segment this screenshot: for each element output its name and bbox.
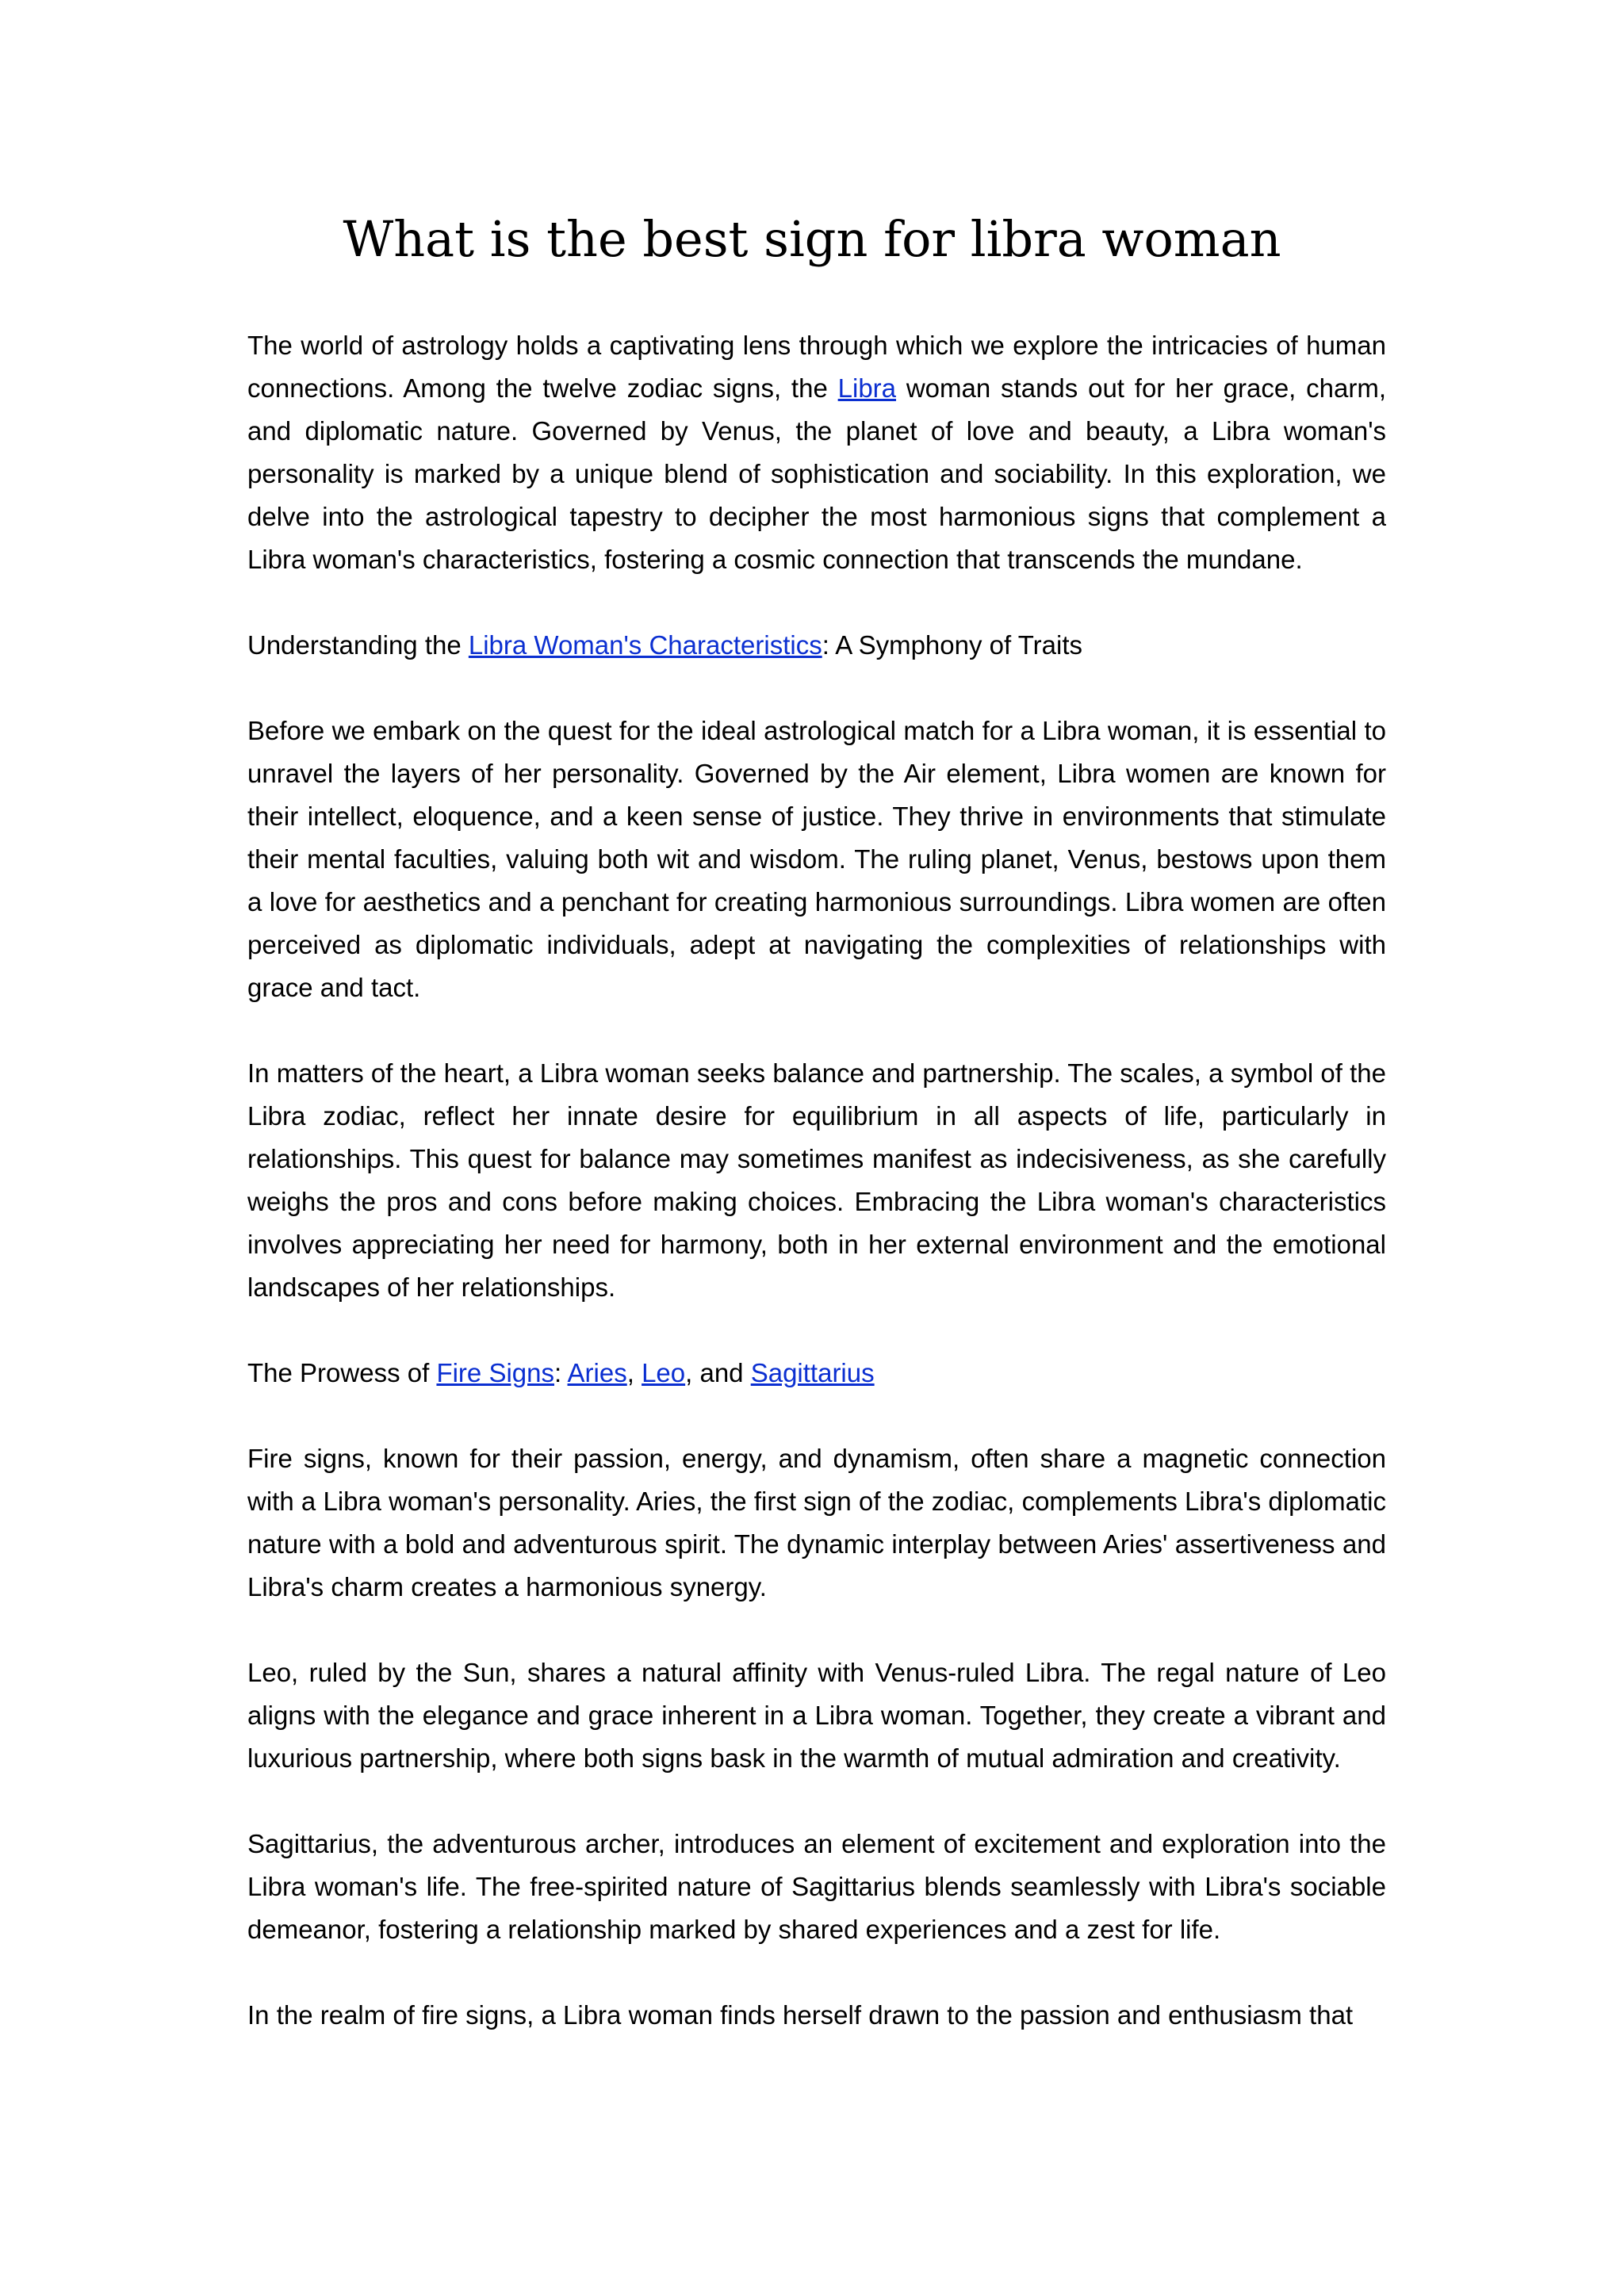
aries-link[interactable]: Aries xyxy=(567,1358,627,1387)
libra-link[interactable]: Libra xyxy=(837,373,897,403)
fire-signs-link[interactable]: Fire Signs xyxy=(436,1358,554,1387)
paragraph-leo: Leo, ruled by the Sun, shares a natural affinity with Venus-ruled Libra. The regal nature of Leo aligns with the elegance and grace inherent in a Libra woman. Together, they create a vibrant and luxurious partnership, where both signs bask in the warmth of mutual admiration and creativity. xyxy=(247,1658,1386,1773)
document-title: What is the best sign for libra woman xyxy=(343,210,1281,268)
libra-woman-characteristics-link[interactable]: Libra Woman's Characteristics xyxy=(468,630,822,660)
paragraph-fire-signs: Fire signs, known for their passion, energy, and dynamism, often share a magnetic connection with a Libra woman's personality. Aries, the first sign of the zodiac, complements Libra's diplomatic nature with a bold and adventurous spirit. The dynamic interplay between Aries' assertiveness and Libra's charm creates a harmonious synergy. xyxy=(247,1444,1386,1601)
paragraph-sagittarius: Sagittarius, the adventurous archer, introduces an element of excitement and exploration into the Libra woman's life. The free-spirited nature of Sagittarius blends seamlessly with Libra's sociable demeanor, fostering a relationship marked by shared experiences and a zest for life. xyxy=(247,1829,1386,1944)
heading2-prefix: The Prowess of xyxy=(247,1358,437,1387)
section-heading-fire-signs xyxy=(247,1352,1386,1395)
intro-text-part1: The world of astrology holds a captivating lens through which we explore the intricacies of human connections. Among the twelve zodiac signs, the xyxy=(247,331,1386,403)
section-heading-characteristics xyxy=(247,624,1386,667)
intro-text-part2: woman stands out for her grace, charm, and diplomatic nature. Governed by Venus, the planet of love and beauty, a Libra woman's personality is marked by a unique blend of sophistication and sociability. In this exploration, we delve into the astrological tapestry to decipher the most harmonious signs that complement a Libra woman's characteristics, fostering a cosmic connection that transcends the mundane. xyxy=(247,373,1387,574)
paragraph-fire-realm: In the realm of fire signs, a Libra woman finds herself drawn to the passion and enthusiasm that xyxy=(247,2000,1354,2030)
intro-paragraph xyxy=(247,324,1386,581)
leo-link[interactable]: Leo xyxy=(642,1358,686,1387)
paragraph-personality: Before we embark on the quest for the ideal astrological match for a Libra woman, it is essential to unravel the layers of her personality. Governed by the Air element, Libra women are known for their intellect, eloquence, and a keen sense of justice. They thrive in environments that stimulate their mental faculties, valuing both wit and wisdom. The ruling planet, Venus, bestows upon them a love for aesthetics and a penchant for creating harmonious surroundings. Libra women are often perceived as diplomatic individuals, adept at navigating the complexities of relationships with grace and tact. xyxy=(247,716,1386,1002)
heading2-sep3: , and xyxy=(685,1358,751,1387)
document-body xyxy=(247,324,1386,2080)
heading2-sep2: , xyxy=(626,1358,642,1387)
heading1-prefix: Understanding the xyxy=(247,630,469,660)
paragraph-matters-of-heart: In matters of the heart, a Libra woman seeks balance and partnership. The scales, a symbol of the Libra zodiac, reflect her innate desire for equilibrium in all aspects of life, particularly in relationships. This quest for balance may sometimes manifest as indecisiveness, as she carefully weighs the pros and cons before making choices. Embracing the Libra woman's characteristics involves appreciating her need for harmony, both in her external environment and the emotional landscapes of her relationships. xyxy=(247,1058,1386,1302)
heading1-suffix: : A Symphony of Traits xyxy=(822,630,1083,660)
sagittarius-link[interactable]: Sagittarius xyxy=(750,1358,875,1387)
heading2-sep1: : xyxy=(554,1358,568,1387)
